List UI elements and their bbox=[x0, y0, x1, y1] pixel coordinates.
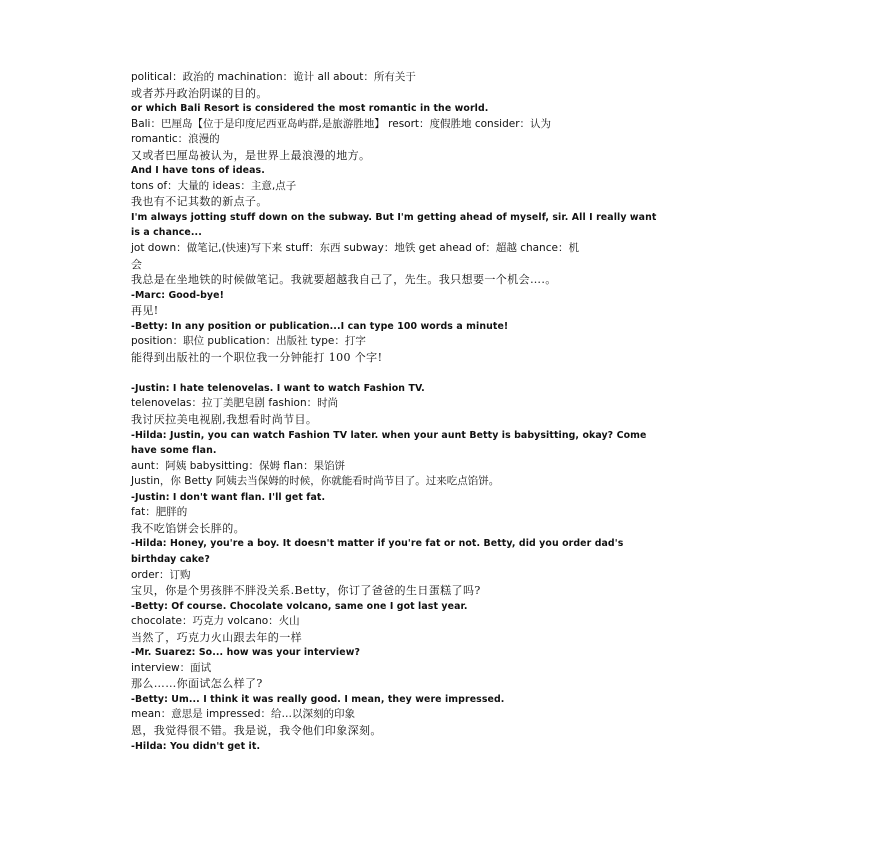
text-line: -Marc: Good-bye! bbox=[131, 289, 224, 301]
text-line: -Hilda: Justin, you can watch Fashion TV later. when your aunt Betty is babysitting, okay? Come bbox=[131, 429, 647, 441]
text-line: 宝贝，你是个男孩胖不胖没关系.Betty，你订了爸爸的生日蛋糕了吗? bbox=[131, 584, 481, 598]
text-line: 能得到出版社的一个职位我一分钟能打 100 个字! bbox=[131, 350, 383, 364]
text-line: political：政治的 machination：诡计 all about：所有关于 bbox=[131, 71, 416, 83]
text-line: or which Bali Resort is considered the most romantic in the world. bbox=[131, 103, 489, 115]
blank-line bbox=[131, 365, 743, 381]
text-line: 再见! bbox=[131, 304, 159, 318]
text-line: aunt：阿姨 babysitting：保姆 flan：果馅饼 bbox=[131, 459, 346, 472]
text-line: interview：面试 bbox=[131, 661, 212, 674]
text-line: chocolate：巧克力 volcano：火山 bbox=[131, 615, 300, 628]
text-line: 我总是在坐地铁的时候做笔记。我就要超越我自己了，先生。我只想要一个机会….。 bbox=[131, 273, 557, 287]
text-line: -Betty: Um... I think it was really good. I mean, they were impressed. bbox=[131, 693, 505, 705]
text-line: jot down：做笔记,(快速)写下来 stuff：东西 subway：地铁 get ahead of：超越 chance：机 bbox=[131, 242, 579, 255]
text-line: 当然了，巧克力火山跟去年的一样 bbox=[131, 630, 302, 644]
text-line: 恩，我觉得很不错。我是说，我令他们印象深刻。 bbox=[131, 723, 382, 737]
text-line: have some flan. bbox=[131, 445, 217, 457]
text-line: 我不吃馅饼会长胖的。 bbox=[131, 521, 245, 535]
text-line: -Justin: I don't want flan. I'll get fat. bbox=[131, 491, 326, 503]
text-line: 会 bbox=[131, 257, 143, 271]
text-line: 或者苏丹政治阴谋的目的。 bbox=[131, 86, 268, 100]
text-line: Bali：巴厘岛【位于是印度尼西亚岛屿群,是旅游胜地】 resort：度假胜地 consider：认为 bbox=[131, 117, 552, 130]
text-line: order：订购 bbox=[131, 568, 191, 581]
text-line: tons of：大量的 ideas：主意,点子 bbox=[131, 179, 297, 192]
text-line: And I have tons of ideas. bbox=[131, 165, 265, 177]
text-line: mean：意思是 impressed：给…以深刻的印象 bbox=[131, 708, 356, 721]
text-line: Justin，你 Betty 阿姨去当保姆的时候，你就能看时尚节目了。过来吃点馅饼。 bbox=[131, 475, 500, 488]
text-line: fat：肥胖的 bbox=[131, 506, 188, 519]
text-line: 那么……你面试怎么样了? bbox=[131, 677, 263, 691]
text-line: I'm always jotting stuff down on the subway. But I'm getting ahead of myself, sir. All I really want bbox=[131, 211, 657, 223]
text-line: -Hilda: You didn't get it. bbox=[131, 740, 261, 752]
text-line: birthday cake? bbox=[131, 553, 210, 565]
text-line: -Mr. Suarez: So... how was your interview? bbox=[131, 647, 360, 659]
text-line: telenovelas：拉丁美肥皂剧 fashion：时尚 bbox=[131, 397, 339, 410]
text-line: romantic：浪漫的 bbox=[131, 133, 220, 146]
text-line: -Betty: In any position or publication...I can type 100 words a minute! bbox=[131, 320, 509, 332]
text-line: 我也有不记其数的新点子。 bbox=[131, 195, 268, 209]
text-line: 又或者巴厘岛被认为，是世界上最浪漫的地方。 bbox=[131, 148, 371, 162]
document-page bbox=[131, 70, 743, 754]
text-line: is a chance... bbox=[131, 227, 202, 239]
text-line: 我讨厌拉美电视剧,我想看时尚节目。 bbox=[131, 413, 318, 427]
text-line: -Hilda: Honey, you're a boy. It doesn't matter if you're fat or not. Betty, did you order dad's bbox=[131, 538, 624, 550]
text-line: -Betty: Of course. Chocolate volcano, same one I got last year. bbox=[131, 600, 468, 612]
text-line: position：职位 publication：出版社 type：打字 bbox=[131, 335, 366, 348]
text-line: -Justin: I hate telenovelas. I want to watch Fashion TV. bbox=[131, 382, 425, 394]
